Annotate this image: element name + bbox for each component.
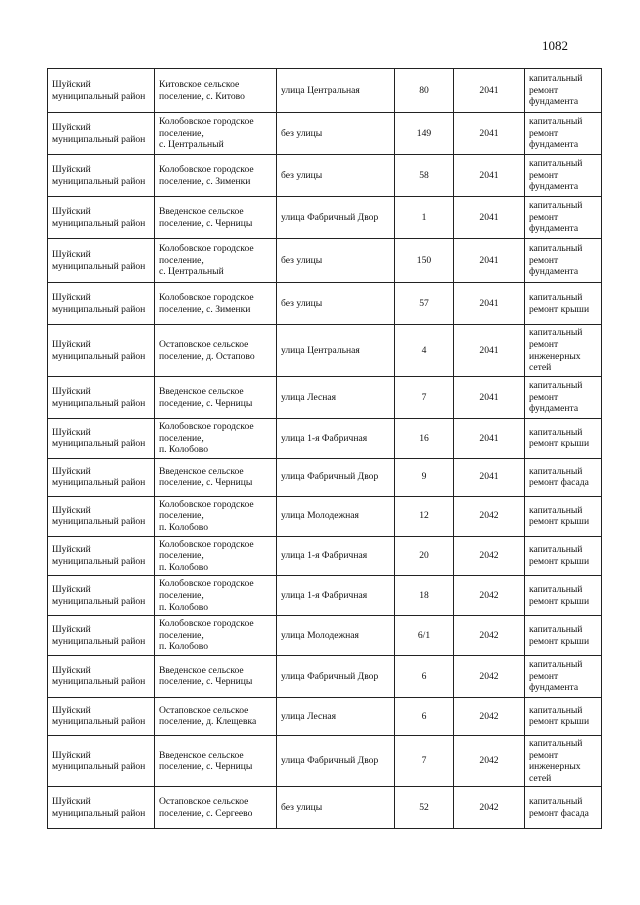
street-cell [277, 69, 395, 113]
table-row [48, 536, 602, 576]
street-cell-text: улица Фабричный Двор [281, 211, 379, 223]
street-cell [277, 377, 395, 419]
table-row [48, 377, 602, 419]
house-number-cell-text: 4 [421, 344, 427, 356]
district-cell-text: Шуйский муниципальный район [52, 163, 146, 187]
street-cell-text: улица Молодежная [281, 510, 359, 522]
settlement-cell-text: Остаповское сельское поселение, д. Остапово [159, 338, 255, 362]
work-type-cell-text: капитальный ремонт крыши [529, 584, 590, 607]
house-number-cell [395, 69, 454, 113]
settlement-cell-text: Введенское сельское поседение, с. Черницы [159, 385, 253, 409]
year-cell [454, 155, 525, 197]
table-row [48, 283, 602, 325]
street-cell-text: без улицы [281, 169, 323, 181]
year-cell [454, 239, 525, 283]
year-cell [454, 496, 525, 536]
work-type-cell [525, 239, 602, 283]
district-cell-text: Шуйский муниципальный район [52, 205, 146, 229]
district-cell [48, 197, 155, 239]
year-cell [454, 69, 525, 113]
work-type-cell [525, 113, 602, 155]
table-row [48, 697, 602, 735]
settlement-cell-text: Введенское сельское поселение, с. Черницы [159, 664, 253, 688]
district-cell-text: Шуйский муниципальный район [52, 664, 146, 688]
work-type-cell [525, 283, 602, 325]
district-cell-text: Шуйский муниципальный район [52, 796, 146, 819]
street-cell-text: улица Фабричный Двор [281, 471, 379, 483]
settlement-cell [155, 325, 277, 377]
work-type-cell-text: капитальный ремонт фундамента [529, 380, 583, 415]
house-number-cell [395, 576, 454, 616]
year-cell-text: 2042 [479, 550, 499, 562]
street-cell [277, 536, 395, 576]
work-type-cell [525, 197, 602, 239]
work-type-cell [525, 735, 602, 786]
settlement-cell [155, 576, 277, 616]
house-number-cell-text: 16 [419, 432, 429, 444]
district-cell [48, 113, 155, 155]
year-cell-text: 2041 [479, 297, 499, 309]
work-type-cell-text: капитальный ремонт инженерных сетей [529, 327, 583, 374]
settlement-cell [155, 655, 277, 697]
district-cell [48, 419, 155, 459]
district-cell-text: Шуйский муниципальный район [52, 623, 146, 647]
house-number-cell-text: 7 [421, 755, 427, 767]
house-number-cell [395, 377, 454, 419]
house-number-cell [395, 155, 454, 197]
house-number-cell [395, 496, 454, 536]
settlement-cell [155, 496, 277, 536]
district-cell [48, 697, 155, 735]
settlement-cell-text: Остаповское сельское поселение, д. Клещевка [159, 704, 257, 728]
table-body [48, 69, 602, 829]
work-type-cell-text: капитальный ремонт фундамента [529, 158, 583, 193]
year-cell [454, 283, 525, 325]
district-cell-text: Шуйский муниципальный район [52, 338, 146, 362]
settlement-cell [155, 283, 277, 325]
settlement-cell [155, 458, 277, 496]
work-type-cell [525, 377, 602, 419]
year-cell-text: 2042 [479, 589, 499, 601]
house-number-cell [395, 458, 454, 496]
district-cell-text: Шуйский муниципальный район [52, 78, 146, 102]
street-cell-text: улица Лесная [281, 710, 337, 722]
street-cell-text: без улицы [281, 801, 323, 813]
street-cell-text: без улицы [281, 254, 323, 266]
work-type-cell-text: капитальный ремонт фундамента [529, 200, 583, 235]
settlement-cell [155, 697, 277, 735]
work-type-cell [525, 496, 602, 536]
year-cell [454, 113, 525, 155]
street-cell [277, 419, 395, 459]
year-cell-text: 2042 [479, 670, 499, 682]
work-type-cell [525, 655, 602, 697]
house-number-cell-text: 80 [419, 84, 429, 96]
house-number-cell-text: 1 [421, 211, 427, 223]
house-number-cell-text: 150 [416, 254, 432, 266]
street-cell [277, 735, 395, 786]
district-cell [48, 536, 155, 576]
street-cell-text: без улицы [281, 297, 323, 309]
settlement-cell [155, 787, 277, 829]
work-type-cell [525, 787, 602, 829]
street-cell [277, 325, 395, 377]
district-cell-text: Шуйский муниципальный район [52, 749, 146, 773]
table-row [48, 787, 602, 829]
street-cell [277, 458, 395, 496]
district-cell [48, 616, 155, 656]
year-cell-text: 2042 [479, 510, 499, 522]
table-row [48, 496, 602, 536]
settlement-cell [155, 113, 277, 155]
house-number-cell-text: 52 [419, 801, 429, 813]
district-cell [48, 377, 155, 419]
settlement-cell-text: Колобовское городское поселение, с. Зименки [159, 163, 254, 187]
work-type-cell [525, 576, 602, 616]
street-cell-text: без улицы [281, 127, 323, 139]
district-cell [48, 239, 155, 283]
house-number-cell-text: 149 [416, 127, 432, 139]
table-row [48, 576, 602, 616]
settlement-cell [155, 155, 277, 197]
district-cell [48, 496, 155, 536]
street-cell [277, 155, 395, 197]
street-cell [277, 197, 395, 239]
settlement-cell [155, 536, 277, 576]
district-cell-text: Шуйский муниципальный район [52, 704, 146, 728]
house-number-cell-text: 58 [419, 169, 429, 181]
year-cell [454, 735, 525, 786]
table-row [48, 458, 602, 496]
year-cell-text: 2041 [479, 254, 499, 266]
district-cell-text: Шуйский муниципальный район [52, 584, 146, 607]
district-cell-text: Шуйский муниципальный район [52, 385, 146, 409]
settlement-cell [155, 377, 277, 419]
table-row [48, 616, 602, 656]
settlement-cell-text: Колобовское городское поселение, с. Центральный [159, 243, 254, 278]
work-type-cell [525, 325, 602, 377]
settlement-cell-text: Колобовское городское поселение, п. Колобово [159, 538, 254, 573]
house-number-cell-text: 6/1 [417, 629, 431, 641]
street-cell [277, 239, 395, 283]
table-row [48, 197, 602, 239]
year-cell [454, 377, 525, 419]
work-type-cell [525, 419, 602, 459]
district-cell-text: Шуйский муниципальный район [52, 504, 146, 528]
district-cell-text: Шуйский муниципальный район [52, 465, 146, 489]
year-cell-text: 2041 [479, 432, 499, 444]
year-cell-text: 2041 [479, 127, 499, 139]
work-type-cell [525, 616, 602, 656]
house-number-cell-text: 57 [419, 297, 429, 309]
year-cell [454, 458, 525, 496]
year-cell-text: 2042 [479, 755, 499, 767]
work-type-cell-text: капитальный ремонт фундамента [529, 243, 583, 278]
house-number-cell [395, 239, 454, 283]
settlement-cell-text: Введенское сельское поселение, с. Черницы [159, 749, 253, 773]
street-cell-text: улица Молодежная [281, 629, 359, 641]
work-type-cell-text: капитальный ремонт фундамента [529, 116, 583, 151]
table-row [48, 735, 602, 786]
year-cell-text: 2041 [479, 84, 499, 96]
year-cell-text: 2042 [479, 710, 499, 722]
house-number-cell-text: 6 [421, 710, 427, 722]
settlement-cell-text: Колобовское городское поселение, п. Колобово [159, 421, 254, 456]
street-cell [277, 697, 395, 735]
street-cell [277, 496, 395, 536]
district-cell-text: Шуйский муниципальный район [52, 121, 146, 145]
settlement-cell-text: Колобовское городское поселение, с. Зименки [159, 291, 254, 315]
district-cell [48, 325, 155, 377]
settlement-cell-text: Введенское сельское поселение, с. Черницы [159, 205, 253, 229]
street-cell-text: улица Лесная [281, 391, 337, 403]
year-cell [454, 787, 525, 829]
district-cell-text: Шуйский муниципальный район [52, 291, 146, 315]
house-number-cell [395, 616, 454, 656]
settlement-cell [155, 239, 277, 283]
year-cell-text: 2041 [479, 471, 499, 483]
house-number-cell-text: 6 [421, 670, 427, 682]
year-cell [454, 419, 525, 459]
work-type-cell-text: капитальный ремонт крыши [529, 623, 590, 647]
street-cell-text: улица Центральная [281, 84, 360, 96]
district-cell [48, 283, 155, 325]
year-cell [454, 616, 525, 656]
house-number-cell-text: 18 [419, 589, 429, 601]
work-type-cell [525, 155, 602, 197]
house-number-cell [395, 197, 454, 239]
year-cell-text: 2042 [479, 629, 499, 641]
work-type-cell [525, 536, 602, 576]
table-row [48, 655, 602, 697]
settlement-cell-text: Китовское сельское поселение, с. Китово [159, 78, 245, 102]
settlement-cell [155, 69, 277, 113]
work-type-cell-text: капитальный ремонт фундамента [529, 73, 583, 108]
work-type-cell-text: капитальный ремонт фасада [529, 465, 589, 489]
house-number-cell [395, 283, 454, 325]
district-cell-text: Шуйский муниципальный район [52, 426, 146, 450]
table-row [48, 69, 602, 113]
street-cell [277, 616, 395, 656]
work-type-cell-text: капитальный ремонт крыши [529, 504, 590, 528]
house-number-cell [395, 735, 454, 786]
year-cell-text: 2041 [479, 344, 499, 356]
year-cell [454, 655, 525, 697]
year-cell [454, 325, 525, 377]
work-type-cell-text: капитальный ремонт крыши [529, 426, 590, 450]
year-cell [454, 576, 525, 616]
district-cell [48, 155, 155, 197]
settlement-cell [155, 197, 277, 239]
street-cell-text: улица Центральная [281, 344, 360, 356]
table-row [48, 113, 602, 155]
work-type-cell [525, 69, 602, 113]
district-cell [48, 458, 155, 496]
work-type-cell-text: капитальный ремонт крыши [529, 291, 590, 315]
page-number: 1082 [542, 38, 568, 53]
house-number-cell [395, 419, 454, 459]
work-type-cell-text: капитальный ремонт крыши [529, 544, 590, 567]
house-number-cell [395, 655, 454, 697]
house-number-cell [395, 787, 454, 829]
street-cell-text: улица 1-я Фабричная [281, 550, 368, 562]
district-cell [48, 655, 155, 697]
settlement-cell [155, 616, 277, 656]
settlement-cell-text: Колобовское городское поселение, п. Колобово [159, 618, 254, 653]
year-cell-text: 2041 [479, 391, 499, 403]
year-cell [454, 197, 525, 239]
table-row [48, 325, 602, 377]
house-number-cell-text: 9 [421, 471, 427, 483]
settlement-cell [155, 419, 277, 459]
settlement-cell-text: Остаповское сельское поселение, с. Сергеево [159, 796, 253, 819]
district-cell [48, 576, 155, 616]
table-row [48, 239, 602, 283]
street-cell-text: улица Фабричный Двор [281, 755, 379, 767]
district-cell [48, 735, 155, 786]
work-type-cell [525, 458, 602, 496]
house-number-cell-text: 7 [421, 391, 427, 403]
house-number-cell [395, 697, 454, 735]
house-number-cell [395, 536, 454, 576]
year-cell [454, 697, 525, 735]
settlement-cell-text: Колобовское городское поселение, с. Центральный [159, 116, 254, 151]
year-cell [454, 536, 525, 576]
work-type-cell-text: капитальный ремонт инженерных сетей [529, 737, 583, 784]
street-cell [277, 655, 395, 697]
street-cell [277, 787, 395, 829]
table-row [48, 419, 602, 459]
district-cell-text: Шуйский муниципальный район [52, 248, 146, 272]
district-cell [48, 787, 155, 829]
settlement-cell-text: Введенское сельское поселение, с. Черницы [159, 465, 253, 489]
district-cell-text: Шуйский муниципальный район [52, 544, 146, 567]
year-cell-text: 2042 [479, 801, 499, 813]
street-cell [277, 576, 395, 616]
work-type-cell [525, 697, 602, 735]
street-cell [277, 113, 395, 155]
work-type-cell-text: капитальный ремонт фундамента [529, 659, 583, 694]
work-type-cell-text: капитальный ремонт крыши [529, 704, 590, 728]
settlement-cell-text: Колобовское городское поселение, п. Колобово [159, 498, 254, 533]
street-cell-text: улица 1-я Фабричная [281, 432, 368, 444]
street-cell-text: улица 1-я Фабричная [281, 589, 368, 601]
repair-schedule-table [47, 68, 602, 829]
house-number-cell [395, 113, 454, 155]
table-row [48, 155, 602, 197]
street-cell-text: улица Фабричный Двор [281, 670, 379, 682]
house-number-cell-text: 12 [419, 510, 429, 522]
settlement-cell [155, 735, 277, 786]
house-number-cell-text: 20 [419, 550, 429, 562]
settlement-cell-text: Колобовское городское поселение, п. Колобово [159, 578, 254, 613]
year-cell-text: 2041 [479, 211, 499, 223]
district-cell [48, 69, 155, 113]
house-number-cell [395, 325, 454, 377]
street-cell [277, 283, 395, 325]
year-cell-text: 2041 [479, 169, 499, 181]
work-type-cell-text: капитальный ремонт фасада [529, 796, 589, 819]
